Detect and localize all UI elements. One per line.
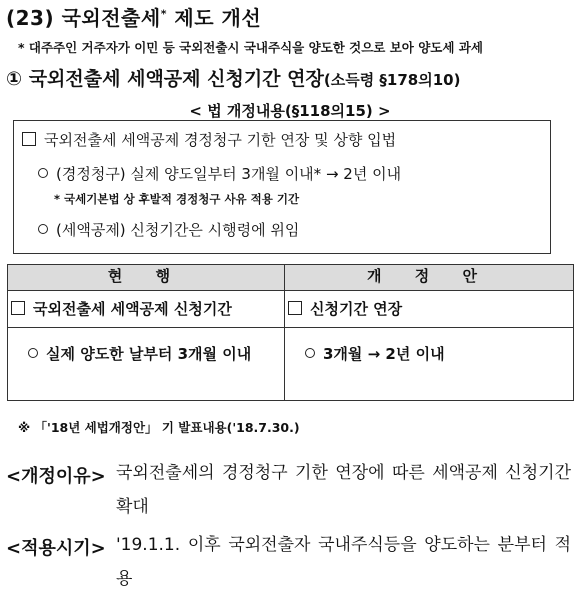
circle-bullet-icon xyxy=(28,348,38,358)
effective-label: <적용시기> xyxy=(6,538,106,559)
law-item-2-note: * 국세기본법 상 후발적 경정청구 사유 적용 기간 xyxy=(54,192,300,206)
current-title-cell: 국외전출세 세액공제 신청기간 xyxy=(8,291,285,328)
subsection-heading: ① 국외전출세 세액공제 신청기간 연장(소득령 §178의10) xyxy=(6,68,461,90)
law-item-3: (세액공제) 신청기간은 시행령에 위임 xyxy=(38,219,299,240)
law-item-1: 국외전출세 세액공제 경정청구 기한 연장 및 상향 입법 xyxy=(22,129,396,150)
announcement-note: ※ 「'18년 세법개정안」 기 발표내용('18.7.30.) xyxy=(18,420,300,435)
current-detail-cell: 실제 양도한 날부터 3개월 이내 xyxy=(8,328,285,401)
circle-bullet-icon xyxy=(38,224,48,234)
law-change-box xyxy=(13,120,551,254)
revised-title-cell: 신청기간 연장 xyxy=(285,291,574,328)
law-item-2: (경정청구) 실제 양도일부터 3개월 이내* → 2년 이내 xyxy=(38,163,401,184)
law-box-heading: < 법 개정내용(§118의15) > xyxy=(189,102,391,120)
section-title: (23) 국외전출세* 제도 개선 xyxy=(6,6,262,30)
reason-text: 국외전출세의 경정청구 기한 연장에 따른 세액공제 신청기간 확대 xyxy=(116,463,571,517)
square-bullet-icon xyxy=(11,301,25,315)
square-bullet-icon xyxy=(288,301,302,315)
square-bullet-icon xyxy=(22,132,36,146)
effective-text: '19.1.1. 이후 국외전출자 국내주식등을 양도하는 분부터 적용 xyxy=(116,535,571,589)
title-footnote: * 대주주인 거주자가 이민 등 국외전출시 국내주식을 양도한 것으로 보아 양도세 과세 xyxy=(18,40,483,55)
reason-label: <개정이유> xyxy=(6,466,106,487)
circle-bullet-icon xyxy=(38,168,48,178)
circle-bullet-icon xyxy=(305,348,315,358)
revised-detail-cell: 3개월 → 2년 이내 xyxy=(285,328,574,401)
comparison-table xyxy=(7,264,574,401)
header-revised: 개 정 안 xyxy=(285,265,574,291)
header-current: 현 행 xyxy=(8,265,285,291)
